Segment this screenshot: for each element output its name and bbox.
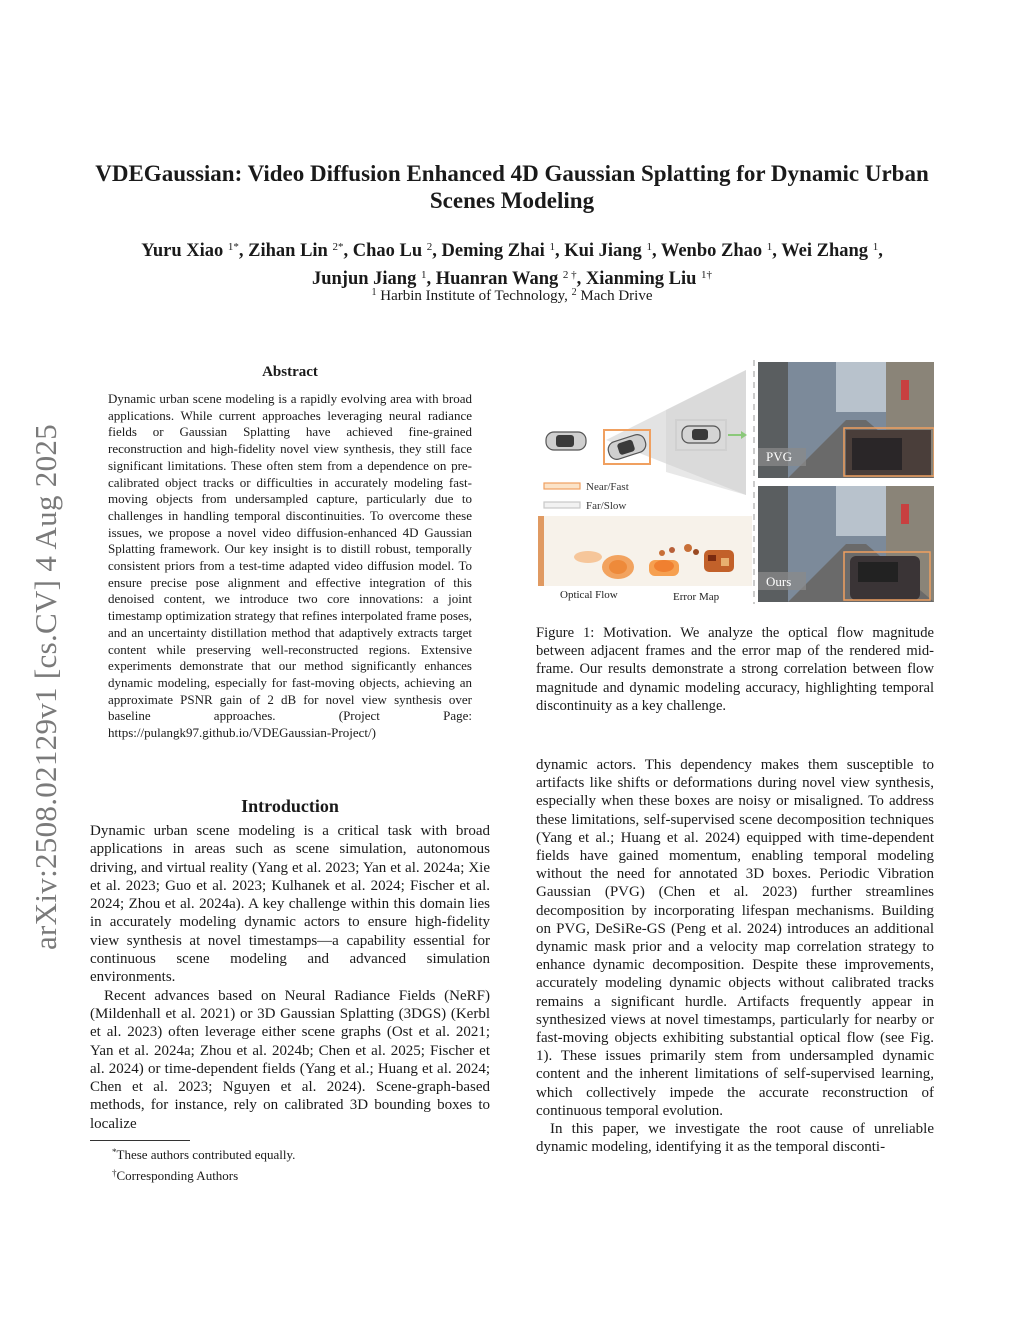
author: Chao Lu xyxy=(352,241,423,261)
author-mark: 2 xyxy=(426,241,433,253)
author: Junjun Jiang xyxy=(311,269,417,289)
author-mark: 2 † xyxy=(562,269,577,281)
paper-title: VDEGaussian: Video Diffusion Enhanced 4D Gaussian Splatting for Dynamic Urban Scenes Modeling xyxy=(95,161,929,213)
footnotes xyxy=(112,1143,492,1185)
car-left-icon xyxy=(546,432,586,450)
affil-mark: 2 xyxy=(571,287,577,298)
author-mark: 1 xyxy=(549,241,555,253)
footnote-mark: * xyxy=(112,1147,117,1157)
pvg-label: PVG xyxy=(766,449,793,464)
author: Yuru Xiao xyxy=(141,241,224,261)
author-mark: 1† xyxy=(701,269,713,281)
author-mark: 2* xyxy=(332,241,344,253)
author: Xianming Liu xyxy=(585,269,697,289)
figure-1-caption: Figure 1: Motivation. We analyze the optical flow magnitude between adjacent frames and the error map of the rendered mid-frame. Our results demonstrate a strong correlation between flow magnitude and dynamic modeling accuracy, highlighting temporal discontinuity as a key challenge. xyxy=(536,625,934,714)
author-mark: 1 xyxy=(646,241,652,253)
ours-label: Ours xyxy=(766,574,792,589)
author: Huanran Wang xyxy=(435,269,559,289)
author-mark: 1 xyxy=(420,269,427,281)
author: Deming Zhai xyxy=(441,241,545,261)
author-mark: 1* xyxy=(227,241,239,253)
footnote xyxy=(112,1164,492,1185)
left-column-text xyxy=(90,822,490,1133)
legend-near-swatch xyxy=(544,483,580,489)
body-paragraph: In this paper, we investigate the root cause of unreliable dynamic modeling, identifying it as the temporal disconti- xyxy=(536,1121,934,1156)
error-map-label: Error Map xyxy=(673,591,720,603)
legend-far-label: Far/Slow xyxy=(586,500,627,512)
abstract-heading: Abstract xyxy=(262,364,318,380)
affil-name: Mach Drive xyxy=(580,288,653,304)
legend-far-swatch xyxy=(544,502,580,508)
arxiv-stamp: arXiv:2508.02129v1 [cs.CV] 4 Aug 2025 xyxy=(28,423,63,950)
affil-mark: 1 xyxy=(371,287,377,298)
affiliations xyxy=(80,287,944,305)
author: Zihan Lin xyxy=(248,241,328,261)
intro-paragraph-2: Recent advances based on Neural Radiance Fields (NeRF) (Mildenhall et al. 2021) or 3D Gaussian Splatting (3DGS) (Kerbl et al. 2023) often leverage either scene graphs (Ost et al. 2021; Yan et al. 2024a; Zhou et al. 2024b; Chen et al. 2025; Fischer et al. 2024) or time-dependent fields (Yang et al.; Huang et al. 2024; Chen et al. 2023; Nguyen et al. 2024). Scene-graph-based methods, for instance, rely on calibrated 3D bounding boxes to localize xyxy=(90,987,490,1132)
car-right-icon xyxy=(682,426,720,443)
introduction-heading: Introduction xyxy=(241,796,339,816)
author-mark: 1 xyxy=(766,241,773,253)
body-paragraph: dynamic actors. This dependency makes them susceptible to artifacts like shifts or deformations during novel view synthesis, especially when these boxes are noisy or misaligned. To address these limitations, self-supervised scene decomposition techniques (Yang et al.; Huang et al. 2024) equipped with time-dependent fields have gained momentum, enabling temporal modeling without the need for annotated 3D boxes. Periodic Vibration Gaussian (PVG) (Chen et al. 2023) further streamlines decomposition by incorporating lifespan mechanisms. Building on PVG, DeSiRe-GS (Peng et al. 2024) introduces an additional dynamic mask prior and a velocity map correlation strategy to enhance dynamic decomposition. Despite these improvements, accurately modeling dynamic objects without calibrated tracks remains a significant hurdle. Artifacts frequently appear in synthesized views at novel timestamps, particularly for nearby or fast-moving objects exhibiting substantial optical flow (see Fig. 1). These issues primarily stem from undersampled dynamic content and the inherent limitations of self-supervised learning, which collectively impede the accurate reconstruction of continuous temporal evolution. xyxy=(536,757,934,1119)
affil-name: Harbin Institute of Technology, xyxy=(380,288,568,304)
author-list: Yuru Xiao $^{1*}$, Zihan Lin $^{2*}$, Chao Lu $^2$, Deming Zhai $^1$, Kui Jiang $^1$, Wenbo Zhao $^1$, Wei Zhang $^1$, Junjun Jiang $^1$, Huanran Wang $^{2 \dagger}$, Xianming Liu $^{1\dagger}$ xyxy=(141,241,883,289)
intro-paragraph-1: Dynamic urban scene modeling is a critical task with broad applications in areas such as scene simulation, autonomous driving, and virtual reality (Yang et al. 2023; Yan et al. 2024a; Xie et al. 2023; Guo et al. 2023; Kulhanek et al. 2024; Fischer et al. 2024; Zhou et al. 2024a). A key challenge within this domain lies in accurately modeling dynamic actors to ensure high-fidelity view synthesis at novel timestamps—a capability essential for continuous scene modeling and advanced simulation environments. xyxy=(90,823,490,986)
author: Wei Zhang xyxy=(781,241,869,261)
optical-flow-label: Optical Flow xyxy=(560,589,618,601)
abstract-text: Dynamic urban scene modeling is a rapidly evolving area with broad applications. While current approaches leveraging neural radiance fields or Gaussian Splatting have achieved fine-grained reconstruction and high-fidelity novel view synthesis, they still face significant limitations. These often stem from a dependence on pre-calibrated object tracks or difficulties in accurately modeling fast-moving objects from undersampled capture, particularly due to challenges in handling temporal discontinuities. To overcome these issues, we propose a novel video diffusion-enhanced 4D Gaussian Splatting framework. Our key insight is to distill robust, temporally consistent priors from a test-time adapted video diffusion model. To ensure precise pose alignment and effective integration of this denoised content, we introduce two core innovations: a joint timestamp optimization strategy that refines interpolated frame poses, and an uncertainty distillation method that adaptively extracts target content while preserving well-reconstructed regions. Extensive experiments demonstrate that our method significantly enhances dynamic modeling, especially for fast-moving objects, achieving an approximate PSNR gain of 2 dB for novel view synthesis over baseline approaches. (Project Page: https://pulangk97.github.io/VDEGaussian-Project/) xyxy=(108,391,472,741)
footnote xyxy=(112,1143,492,1164)
author: Kui Jiang xyxy=(564,241,642,261)
figure-1 xyxy=(536,360,934,604)
footnote-rule xyxy=(90,1140,190,1141)
right-column-text xyxy=(536,756,934,1156)
author: Wenbo Zhao xyxy=(660,241,763,261)
footnote-text: These authors contributed equally. xyxy=(116,1147,296,1162)
legend-near-label: Near/Fast xyxy=(586,481,629,493)
figure-1-graphic xyxy=(536,360,934,604)
footnote-mark: † xyxy=(112,1168,117,1178)
author-mark: 1 xyxy=(872,241,879,253)
footnote-text: Corresponding Authors xyxy=(116,1168,239,1183)
